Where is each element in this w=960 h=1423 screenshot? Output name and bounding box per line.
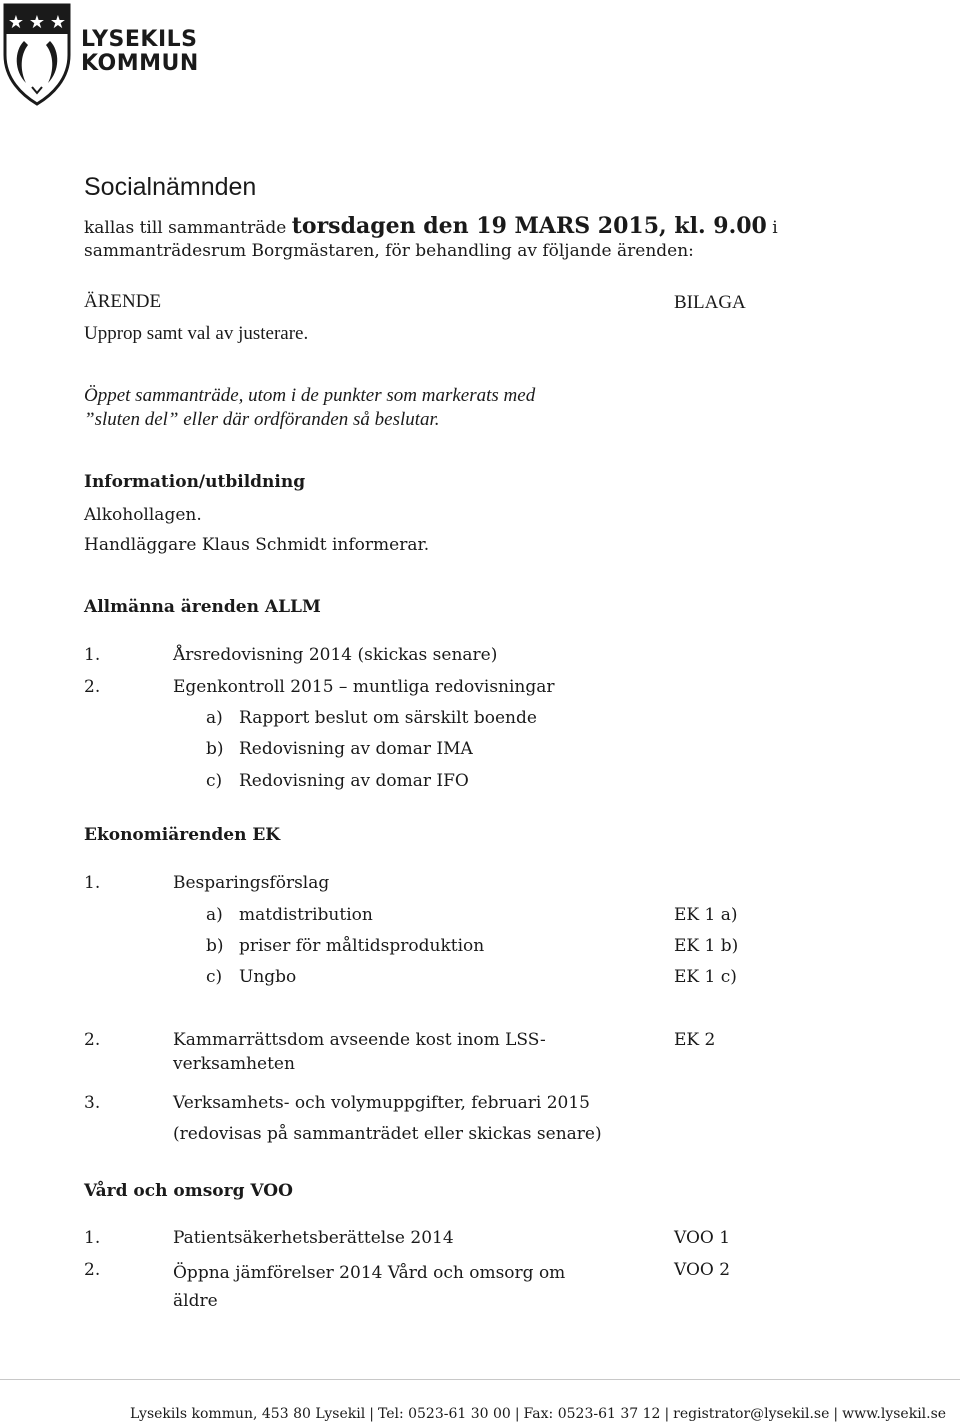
ek-subitem-letter: b) [206, 936, 224, 956]
section-heading-voo: Vård och omsorg VOO [84, 1181, 293, 1201]
voo-item-text: Öppna jämförelser 2014 Vård och omsorg om [173, 1263, 566, 1283]
ek-subitem-bilaga: EK 1 b) [674, 936, 739, 956]
section-heading-allm: Allmänna ärenden ALLM [84, 597, 321, 617]
municipality-logo [2, 3, 199, 107]
invitation-pre: kallas till sammanträde [84, 218, 292, 238]
allm-item-text: Årsredovisning 2014 (skickas senare) [173, 645, 498, 665]
section-heading-ek: Ekonomiärenden EK [84, 825, 281, 845]
footer-tel: Tel: 0523-61 30 00 [377, 1406, 511, 1422]
ek-subitem-text: matdistribution [239, 905, 373, 925]
allm-subitem-letter: a) [206, 708, 223, 728]
voo-item-bilaga: VOO 2 [674, 1260, 731, 1280]
svg-text:★: ★ [28, 12, 46, 33]
column-header-bilaga: BILAGA [674, 292, 746, 313]
information-line1: Alkohollagen. [84, 505, 202, 525]
invitation-post: i [766, 218, 778, 238]
footer-separator: | [514, 1406, 520, 1422]
coat-of-arms-icon [2, 3, 72, 107]
column-header-arende: ÄRENDE [84, 291, 162, 312]
svg-text:★: ★ [49, 12, 67, 33]
voo-item-bilaga: VOO 1 [674, 1228, 731, 1248]
ek-item-text: Kammarrättsdom avseende kost inom LSS- [173, 1030, 546, 1050]
ek-item-bilaga: EK 2 [674, 1030, 716, 1050]
ek-subitem-text: priser för måltidsproduktion [239, 936, 485, 956]
allm-subitem-text: Rapport beslut om särskilt boende [239, 708, 537, 728]
meeting-date: torsdagen den 19 MARS 2015, kl. 9.00 [291, 213, 767, 239]
allm-subitem-letter: c) [206, 771, 223, 791]
ek-item-text-cont: (redovisas på sammanträdet eller skickas senare) [173, 1124, 602, 1144]
footer-separator: | [664, 1406, 670, 1422]
allm-subitem-text: Redovisning av domar IFO [239, 771, 469, 791]
ek-item-num: 2. [84, 1030, 101, 1050]
invitation-line1 [84, 213, 778, 239]
allm-subitem-letter: b) [206, 739, 224, 759]
allm-item-text: Egenkontroll 2015 – muntliga redovisningar [173, 677, 555, 697]
open-meeting-line2: ”sluten del” eller där ordföranden så beslutar. [84, 409, 440, 430]
open-meeting-line1: Öppet sammanträde, utom i de punkter som markerats med [84, 385, 536, 406]
ek-subitem-letter: a) [206, 905, 223, 925]
footer-email: registrator@lysekil.se [673, 1406, 830, 1422]
voo-item-text-cont: äldre [173, 1291, 218, 1311]
footer-address: Lysekils kommun, 453 80 Lysekil [130, 1406, 366, 1422]
intro-line: Upprop samt val av justerare. [84, 323, 309, 344]
ek-item-num: 3. [84, 1093, 101, 1113]
voo-item-text: Patientsäkerhetsberättelse 2014 [173, 1228, 454, 1248]
information-line2: Handläggare Klaus Schmidt informerar. [84, 535, 430, 555]
voo-item-num: 2. [84, 1260, 101, 1280]
logo-text-line1: LYSEKILS [81, 27, 198, 52]
footer-separator: | [833, 1406, 839, 1422]
section-heading-information: Information/utbildning [84, 472, 306, 492]
ek-item-num: 1. [84, 873, 101, 893]
invitation-line2: sammanträdesrum Borgmästaren, för behandling av följande ärenden: [84, 241, 694, 261]
footer-web: www.lysekil.se [842, 1406, 947, 1422]
footer-divider [0, 1379, 960, 1380]
ek-subitem-bilaga: EK 1 c) [674, 967, 737, 987]
ek-item-text: Verksamhets- och volymuppgifter, februari 2015 [173, 1093, 590, 1113]
ek-item-text: Besparingsförslag [173, 873, 330, 893]
svg-text:★: ★ [7, 12, 25, 33]
page-title: Socialnämnden [84, 173, 257, 201]
voo-item-num: 1. [84, 1228, 101, 1248]
ek-subitem-text: Ungbo [239, 967, 297, 987]
allm-subitem-text: Redovisning av domar IMA [239, 739, 473, 759]
ek-subitem-bilaga: EK 1 a) [674, 905, 738, 925]
footer-fax: Fax: 0523-61 37 12 [523, 1406, 661, 1422]
allm-item-num: 1. [84, 645, 101, 665]
logo-text-line2: KOMMUN [81, 51, 199, 76]
allm-item-num: 2. [84, 677, 101, 697]
footer [130, 1406, 946, 1423]
footer-separator: | [369, 1406, 374, 1422]
ek-subitem-letter: c) [206, 967, 223, 987]
ek-item-text-cont: verksamheten [173, 1054, 295, 1074]
